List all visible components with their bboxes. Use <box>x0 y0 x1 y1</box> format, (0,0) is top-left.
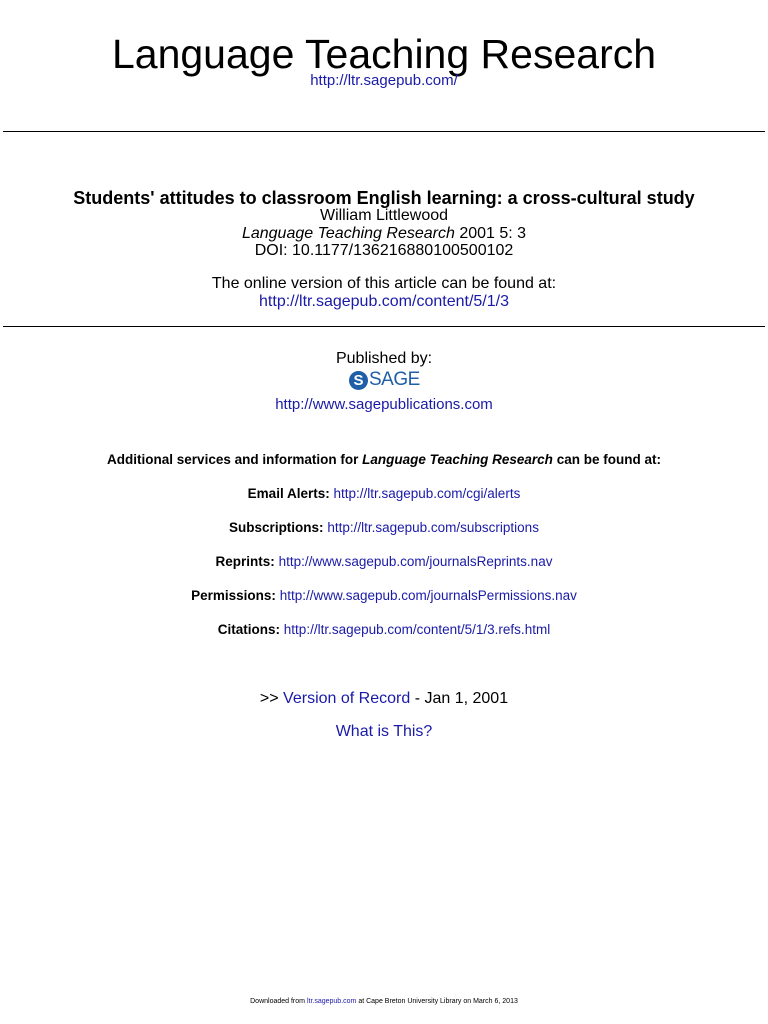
service-row-email-alerts <box>0 485 768 502</box>
services-heading-journal: Language Teaching Research <box>362 452 553 467</box>
article-doi: DOI: 10.1177/136216880100500102 <box>254 242 514 259</box>
service-row-permissions <box>0 587 768 604</box>
top-divider <box>3 131 765 132</box>
version-prefix: >> <box>259 690 279 707</box>
citations-link[interactable]: http://ltr.sagepub.com/content/5/1/3.refs.html <box>283 622 551 637</box>
services-heading-suffix: can be found at: <box>556 452 661 467</box>
service-row-citations <box>0 621 768 638</box>
footer-suffix: at Cape Breton University Library on March 6, 2013 <box>358 998 518 1005</box>
published-by-label: Published by: <box>335 350 433 367</box>
citation-journal-name: Language Teaching Research <box>241 225 455 242</box>
what-is-this-link[interactable]: What is This? <box>335 723 433 740</box>
services-heading-prefix: Additional services and information for <box>107 452 359 467</box>
sage-logo-mark: S <box>349 371 368 390</box>
journal-url-link[interactable]: http://ltr.sagepub.com/ <box>310 72 458 89</box>
sage-logo-text: SAGE <box>369 369 420 390</box>
permissions-link[interactable]: http://www.sagepub.com/journalsPermissions.nav <box>279 588 577 603</box>
article-author: William Littlewood <box>319 207 449 224</box>
service-row-subscriptions <box>0 519 768 536</box>
publisher-url-link[interactable]: http://www.sagepublications.com <box>275 396 493 413</box>
article-citation <box>0 225 768 243</box>
email-alerts-link[interactable]: http://ltr.sagepub.com/cgi/alerts <box>333 486 521 501</box>
services-heading <box>0 451 768 468</box>
citation-volume-issue: 2001 5: 3 <box>459 225 527 242</box>
service-row-reprints <box>0 553 768 570</box>
version-of-record-line <box>0 689 768 709</box>
article-title: Students' attitudes to classroom English learning: a cross-cultural study <box>73 188 695 208</box>
service-label: Reprints: <box>215 554 275 569</box>
journal-title: Language Teaching Research <box>111 31 657 77</box>
sage-logo <box>349 369 420 391</box>
footer-site-link[interactable]: ltr.sagepub.com <box>306 998 357 1005</box>
version-date: - Jan 1, 2001 <box>414 690 509 707</box>
what-is-this-row <box>0 722 768 742</box>
service-label: Subscriptions: <box>229 520 324 535</box>
service-label: Citations: <box>217 622 281 637</box>
online-version-label: The online version of this article can be found at: <box>211 275 557 292</box>
footer-prefix: Downloaded from <box>250 998 305 1005</box>
middle-divider <box>3 326 765 327</box>
download-footer <box>0 997 768 1006</box>
service-label: Permissions: <box>191 588 276 603</box>
online-version-link[interactable]: http://ltr.sagepub.com/content/5/1/3 <box>259 293 509 310</box>
version-of-record-link[interactable]: Version of Record <box>283 690 411 707</box>
reprints-link[interactable]: http://www.sagepub.com/journalsReprints.nav <box>278 554 553 569</box>
subscriptions-link[interactable]: http://ltr.sagepub.com/subscriptions <box>327 520 539 535</box>
service-label: Email Alerts: <box>247 486 330 501</box>
